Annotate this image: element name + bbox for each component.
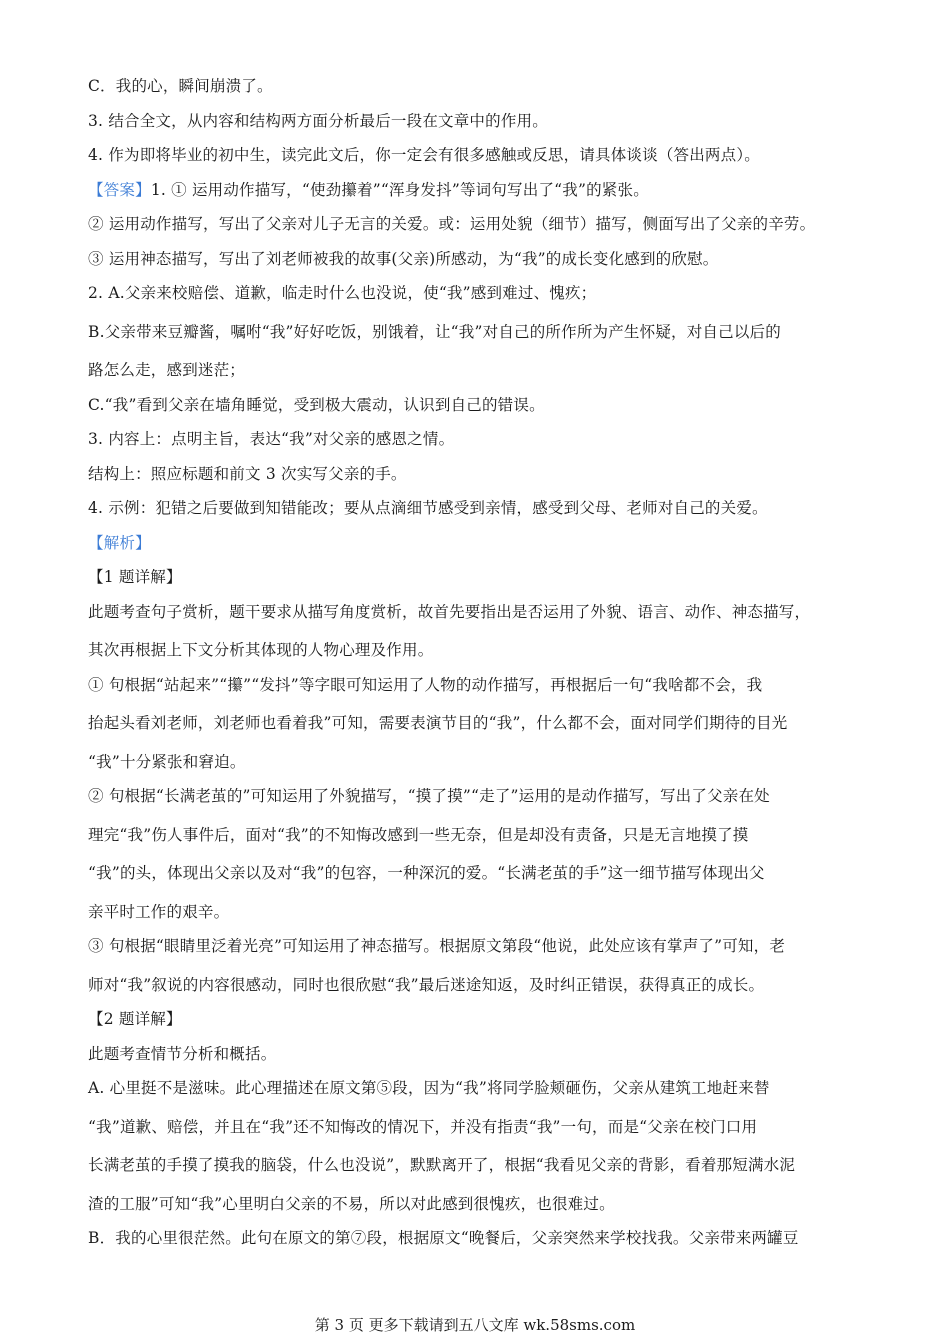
analysis-heading (88, 533, 868, 553)
question-3: 3. 结合全文，从内容和结构两方面分析最后一段在文章中的作用。 (88, 111, 548, 130)
analysis-2-line-6: B．我的心里很茫然。此句在原文的第⑦段，根据原文“晚餐后，父亲突然来学校找我。父亲带来两罐豆 (88, 1229, 799, 1247)
section-1-heading: 【1 题详解】 (88, 568, 182, 586)
analysis-1-line-2: 其次再根据上下文分析其体现的人物心理及作用。 (88, 641, 434, 659)
analysis-1-line-8: “我”的头，体现出父亲以及对“我”的包容，一种深沉的爱。“长满老茧的手”这一细节描写体现出父 (88, 864, 765, 882)
analysis-1-line-10: ③ 句根据“眼睛里泛着光亮”可知运用了神态描写。根据原文第段“他说，此处应该有掌声了”可知，老 (88, 937, 786, 955)
answer-line-8: 3. 内容上：点明主旨，表达“我”对父亲的感恩之情。 (88, 430, 455, 448)
analysis-tag: 【解析】 (88, 533, 151, 552)
answer-line-3: ③ 运用神态描写，写出了刘老师被我的故事(父亲)所感动，为“我”的成长变化感到的欣慰。 (88, 249, 719, 268)
answer-line-2: ② 运用动作描写，写出了父亲对儿子无言的关爱。或：运用处貌（细节）描写，侧面写出了父亲的辛劳。 (88, 215, 816, 233)
analysis-2-line-2: A. 心里挺不是滋味。此心理描述在原文第⑤段，因为“我”将同学脸颊砸伤，父亲从建筑工地赶来替 (88, 1079, 770, 1097)
analysis-2-line-3: “我”道歉、赔偿，并且在“我”还不知悔改的情况下，并没有指责“我”一句，而是“父亲在校门口用 (88, 1117, 758, 1136)
document-body (88, 76, 868, 1263)
analysis-1-line-7: 理完“我”伤人事件后，面对“我”的不知悔改感到一些无奈，但是却没有责备，只是无言地摸了摸 (88, 825, 749, 844)
answer-line-7: C.“我”看到父亲在墙角睡觉，受到极大震动，认识到自己的错误。 (88, 395, 545, 414)
answer-line-5: B.父亲带来豆瓣酱，嘱咐“我”好好吃饭，别饿着，让“我”对自己的所作所为产生怀疑，对自己以后的 (88, 322, 781, 341)
analysis-2-line-1: 此题考查情节分析和概括。 (88, 1044, 277, 1063)
answer-1-text: 1. ① 运用动作描写，“使劲攥着”“浑身发抖”等词句写出了“我”的紧张。 (150, 180, 649, 199)
analysis-1-line-5: “我”十分紧张和窘迫。 (88, 752, 246, 771)
page-footer: 第 3 页 更多下载请到五八文库 wk.58sms.com (314, 1316, 636, 1334)
analysis-1-line-1: 此题考查句子赏析，题干要求从描写角度赏析，故首先要指出是否运用了外貌、语言、动作、神态描写， (88, 602, 811, 621)
answer-line-9: 结构上：照应标题和前文 3 次实写父亲的手。 (88, 464, 407, 483)
answer-line-6: 路怎么走，感到迷茫； (88, 361, 246, 379)
option-c-line: C．我的心，瞬间崩溃了。 (88, 77, 273, 95)
analysis-1-line-3: ① 句根据“站起来”“攥”“发抖”等字眼可知运用了人物的动作描写，再根据后一句“我啥都不会，我 (88, 675, 763, 694)
analysis-1-line-6: ② 句根据“长满老茧的”可知运用了外貌描写，“摸了摸”“走了”运用的是动作描写，写出了父亲在处 (88, 787, 770, 805)
analysis-2-line-4: 长满老茧的手摸了摸我的脑袋，什么也没说”，默默离开了，根据“我看见父亲的背影，看着那短满水泥 (88, 1156, 796, 1174)
answer-line-4: 2. A.父亲来校赔偿、道歉，临走时什么也没说，使“我”感到难过、愧疚； (88, 284, 597, 302)
answer-line-1 (88, 180, 868, 200)
analysis-1-line-4: 抬起头看刘老师，刘老师也看着我”可知，需要表演节目的“我”，什么都不会，面对同学们期待的目光 (88, 714, 788, 732)
analysis-2-line-5: 渣的工服”可知“我”心里明白父亲的不易，所以对此感到很愧疚，也很难过。 (88, 1194, 615, 1213)
analysis-1-line-11: 师对“我”叙说的内容很感动，同时也很欣慰“我”最后迷途知返，及时纠正错误，获得真正的成长。 (88, 975, 765, 994)
question-4: 4. 作为即将毕业的初中生，读完此文后，你一定会有很多感触或反思，请具体谈谈（答出两点）。 (88, 146, 760, 164)
answer-tag: 【答案】 (88, 180, 151, 199)
section-2-heading: 【2 题详解】 (88, 1010, 182, 1028)
answer-line-10: 4. 示例：犯错之后要做到知错能改；要从点滴细节感受到亲情，感受到父母、老师对自己的关爱。 (88, 499, 768, 517)
analysis-1-line-9: 亲平时工作的艰辛。 (88, 902, 230, 921)
